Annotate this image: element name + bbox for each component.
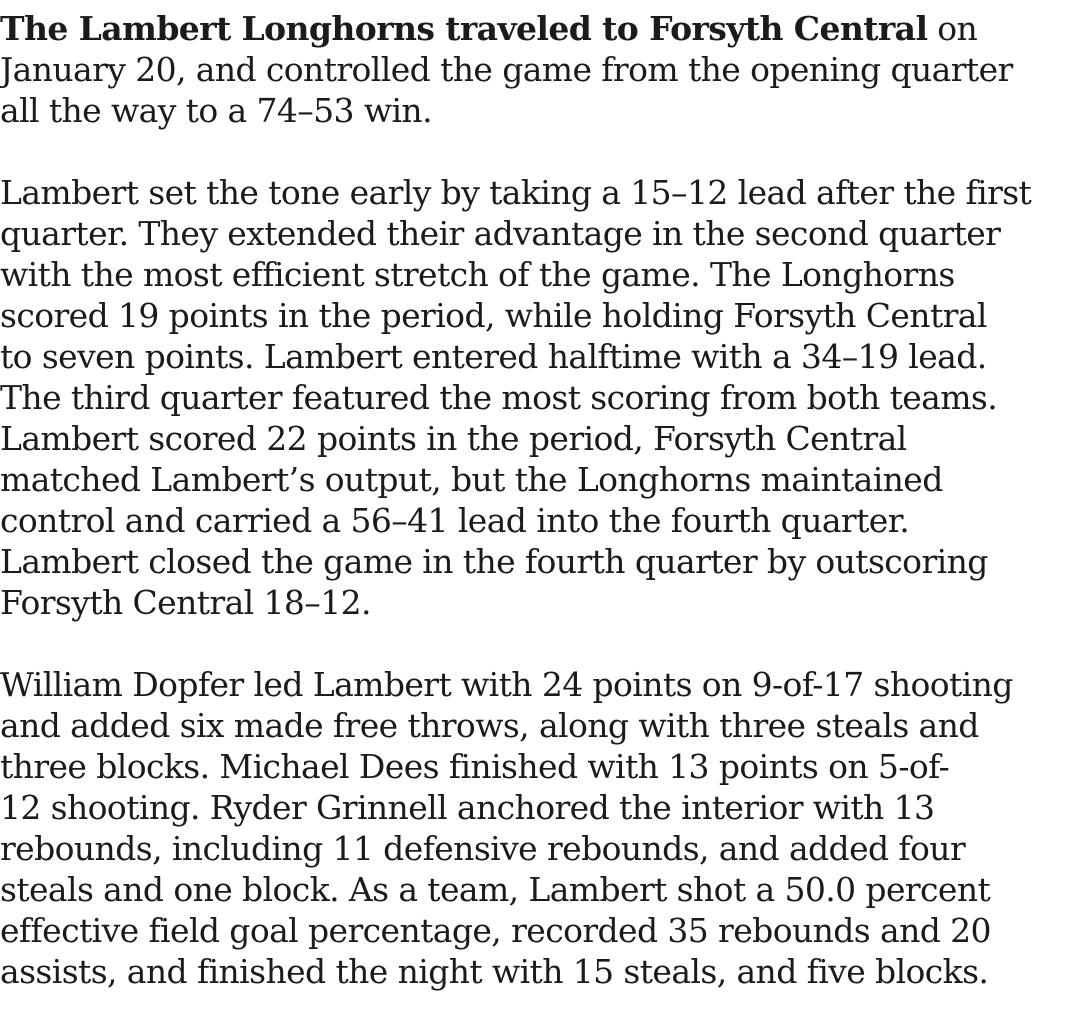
intro-line-1-tail: on (927, 9, 978, 48)
player-stats-line: 12 shooting. Ryder Grinnell anchored the interior with 13 (0, 788, 935, 827)
player-stats-line: William Dopfer led Lambert with 24 points on 9-of-17 shooting (0, 665, 1013, 704)
player-stats-line: three blocks. Michael Dees finished with 13 points on 5-of- (0, 747, 950, 786)
paragraph-intro (0, 8, 1080, 131)
game-flow-line: The third quarter featured the most scoring from both teams. (0, 378, 998, 417)
game-flow-line: scored 19 points in the period, while holding Forsyth Central (0, 296, 987, 335)
game-flow-line: Forsyth Central 18–12. (0, 583, 371, 622)
paragraph-game-flow (0, 172, 1080, 623)
game-flow-line: with the most efficient stretch of the game. The Longhorns (0, 255, 955, 294)
player-stats-line: assists, and finished the night with 15 steals, and five blocks. (0, 952, 989, 991)
game-flow-line: control and carried a 56–41 lead into the fourth quarter. (0, 501, 910, 540)
intro-headline: The Lambert Longhorns traveled to Forsyth Central (0, 9, 928, 48)
player-stats-line: rebounds, including 11 defensive rebounds, and added four (0, 829, 966, 868)
game-flow-line: to seven points. Lambert entered halftime with a 34–19 lead. (0, 337, 987, 376)
player-stats-line: effective field goal percentage, recorded 35 rebounds and 20 (0, 911, 991, 950)
game-flow-line: Lambert scored 22 points in the period, Forsyth Central (0, 419, 907, 458)
player-stats-line: and added six made free throws, along with three steals and (0, 706, 979, 745)
paragraph-player-stats (0, 664, 1080, 992)
game-flow-line: Lambert closed the game in the fourth quarter by outscoring (0, 542, 988, 581)
intro-line-3: all the way to a 74–53 win. (0, 91, 432, 130)
game-flow-line: quarter. They extended their advantage in the second quarter (0, 214, 1001, 253)
intro-line-1 (0, 8, 1080, 49)
intro-line-2: January 20, and controlled the game from the opening quarter (0, 50, 1013, 89)
game-flow-line: Lambert set the tone early by taking a 15–12 lead after the first (0, 173, 1032, 212)
player-stats-line: steals and one block. As a team, Lambert shot a 50.0 percent (0, 870, 991, 909)
game-flow-line: matched Lambert’s output, but the Longhorns maintained (0, 460, 943, 499)
